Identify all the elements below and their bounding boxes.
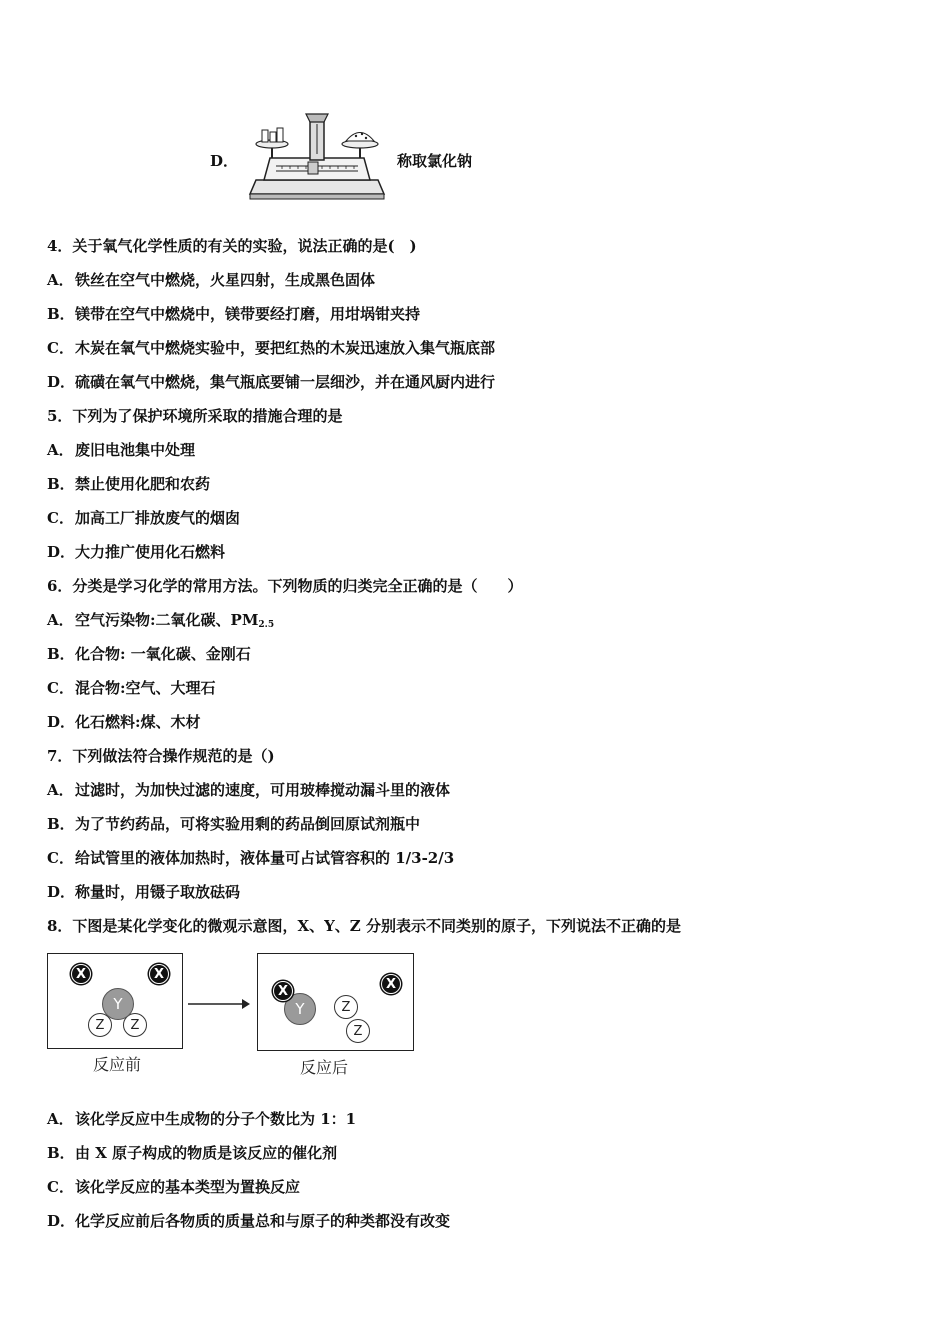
q6-option-d: D．化石燃料:煤、木材 — [47, 713, 201, 731]
q7-option-b: B．为了节约药品，可将实验用剩的药品倒回原试剂瓶中 — [47, 815, 421, 833]
q4-option-a: A．铁丝在空气中燃烧，火星四射，生成黑色固体 — [47, 271, 376, 289]
q4-stem: 4．关于氧气化学性质的有关的实验，说法正确的是( ) — [47, 237, 417, 255]
q3-option-d-label: D． — [210, 152, 239, 170]
q7-option-d: D．称量时，用镊子取放砝码 — [47, 883, 241, 901]
q6-option-a: A．空气污染物:二氧化碳、$PM_{2.5}$ — [47, 611, 275, 630]
atom-x: X — [71, 964, 91, 984]
q5-stem: 5．下列为了保护环境所采取的措施合理的是 — [47, 407, 343, 425]
q4-option-c: C．木炭在氧气中燃烧实验中，要把红热的木炭迅速放入集气瓶底部 — [47, 339, 496, 357]
q7-option-c: C．给试管里的液体加热时，液体量可占试管容积的 1/3-2/3 — [47, 849, 455, 867]
balance-scale-image — [248, 110, 386, 202]
q4-option-b: B．镁带在空气中燃烧中，镁带要经打磨，用坩埚钳夹持 — [47, 305, 421, 323]
q6-option-b: B．化合物: 一氧化碳、金刚石 — [47, 645, 251, 663]
atom-y: Y — [284, 993, 316, 1025]
q8-option-c: C．该化学反应的基本类型为置换反应 — [47, 1178, 301, 1196]
atom-z: Z — [123, 1013, 147, 1037]
atom-z: Z — [346, 1019, 370, 1043]
q5-option-c: C．加高工厂排放废气的烟囱 — [47, 509, 241, 527]
after-caption: 反应后 — [300, 1058, 349, 1077]
atom-z: Z — [88, 1013, 112, 1037]
before-caption: 反应前 — [93, 1055, 142, 1074]
q5-option-d: D．大力推广使用化石燃料 — [47, 543, 226, 561]
q5-option-b: B．禁止使用化肥和农药 — [47, 475, 211, 493]
q4-option-d: D．硫磺在氧气中燃烧，集气瓶底要铺一层细沙，并在通风厨内进行 — [47, 373, 496, 391]
q8-option-a: A．该化学反应中生成物的分子个数比为 1：1 — [47, 1110, 357, 1128]
q8-stem: 8．下图是某化学变化的微观示意图，X、Y、Z 分别表示不同类别的原子，下列说法不正确的是 — [47, 917, 681, 935]
atom-x: X — [381, 974, 401, 994]
atom-x: X — [149, 964, 169, 984]
q5-option-a: A．废旧电池集中处理 — [47, 441, 196, 459]
pm-subscript: 2.5 — [258, 620, 275, 630]
q6-option-c: C．混合物:空气、大理石 — [47, 679, 216, 697]
q6-stem: 6．分类是学习化学的常用方法。下列物质的归类完全正确的是（ ） — [47, 577, 523, 595]
q7-option-a: A．过滤时，为加快过滤的速度，可用玻棒搅动漏斗里的液体 — [47, 781, 451, 799]
reaction-arrow — [186, 996, 252, 1012]
atom-x: X — [273, 981, 293, 1001]
q8-option-d: D．化学反应前后各物质的质量总和与原子的种类都没有改变 — [47, 1212, 451, 1230]
q8-option-b: B．由 X 原子构成的物质是该反应的催化剂 — [47, 1144, 338, 1162]
q7-stem: 7．下列做法符合操作规范的是（) — [47, 747, 275, 765]
atom-y: Y — [102, 988, 134, 1020]
q3-option-d-text: 称取氯化钠 — [397, 152, 473, 170]
atom-z: Z — [334, 995, 358, 1019]
